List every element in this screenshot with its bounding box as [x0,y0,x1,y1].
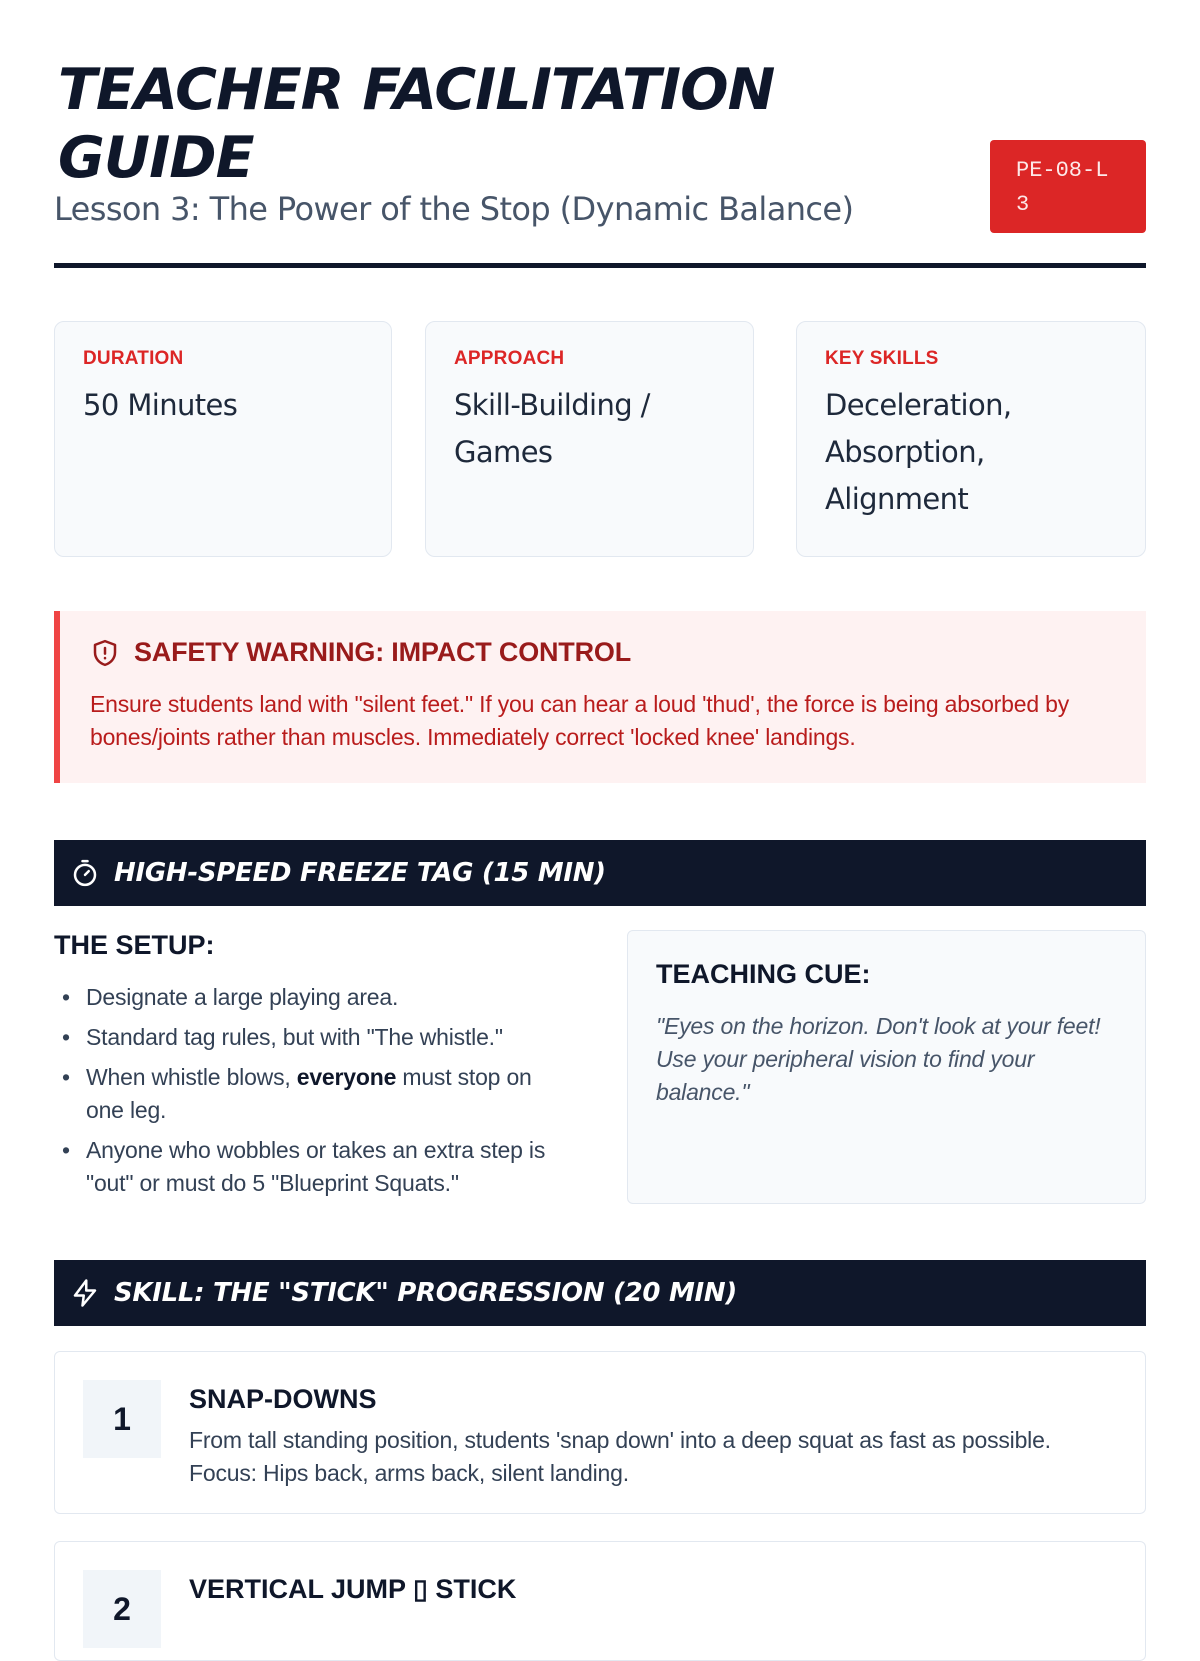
step-number: 1 [83,1380,161,1458]
step-number: 2 [83,1570,161,1648]
safety-warning [54,611,1146,783]
cue-text: "Eyes on the horizon. Don't look at your feet! Use your peripheral vision to find your balance." [656,1013,1101,1105]
info-card-duration [54,321,392,557]
list-item [54,1061,574,1127]
section-header-stick-progression [54,1260,1146,1326]
step-title: VERTICAL JUMP ▯ STICK [189,1574,517,1604]
setup-block [54,930,574,1207]
info-card-value: Deceleration, Absorption, Alignment [825,388,1012,516]
info-card-approach [425,321,754,557]
cue-title: TEACHING CUE: [656,959,871,989]
info-card-label: KEY SKILLS [825,348,939,369]
step-title: SNAP-DOWNS [189,1384,377,1414]
page-header [54,0,1146,268]
lesson-info-cards [54,321,1146,557]
info-card-label: APPROACH [454,348,565,369]
list-item: • Standard tag rules, but with "The whistle." [54,1021,574,1054]
list-item: • Designate a large playing area. [54,981,574,1014]
setup-list [54,981,574,1200]
warning-body: Ensure students land with "silent feet." If you can hear a loud 'thud', the force is being absorbed by bones/joints rather than muscles. Immediately correct 'locked knee' landings. [90,691,1069,750]
section-title: SKILL: THE "STICK" PROGRESSION (20 MIN) [114,1278,737,1308]
info-card-label: DURATION [83,348,184,369]
timer-icon [70,858,100,888]
warning-header [90,637,1116,668]
info-card-value: Skill-Building / Games [454,388,650,469]
info-card-key-skills [796,321,1146,557]
list-item-text: must stop on one leg. [86,1064,532,1123]
setup-title: THE SETUP: [54,930,215,960]
section-title: HIGH-SPEED FREEZE TAG (15 MIN) [114,858,606,888]
teaching-cue-box [627,930,1146,1204]
page-title: TEACHER FACILITATION GUIDE [58,57,775,191]
warning-title: SAFETY WARNING: IMPACT CONTROL [134,637,631,667]
page-subtitle: Lesson 3: The Power of the Stop (Dynamic Balance) [54,190,854,228]
list-item-emphasis: everyone [296,1064,397,1090]
info-card-value: 50 Minutes [83,388,238,422]
guide-page [54,0,1146,1627]
step-description: From tall standing position, students 'snap down' into a deep squat as fast as possible. Focus: Hips back, arms back, silent landing. [189,1427,1051,1486]
list-item-text: When whistle blows, [86,1064,297,1090]
step-card [54,1541,1146,1661]
shield-alert-icon [90,638,120,668]
section-header-freeze-tag [54,840,1146,906]
lesson-code-badge: PE-08-L3 [990,140,1146,233]
step-card [54,1351,1146,1514]
list-item: • Anyone who wobbles or takes an extra step is "out" or must do 5 "Blueprint Squats." [54,1134,574,1200]
lightning-icon [70,1278,100,1308]
